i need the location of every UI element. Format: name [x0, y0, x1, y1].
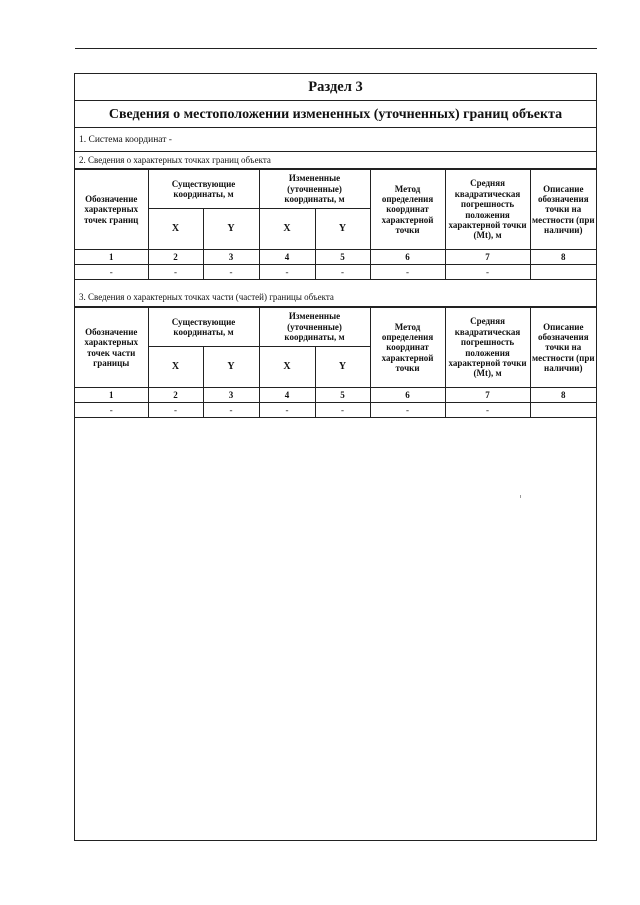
- header-method: Метод определения координат характерной точки: [370, 308, 445, 388]
- column-number: 5: [315, 250, 370, 265]
- column-number: 8: [530, 250, 596, 265]
- part3-heading: 3. Сведения о характерных точках части (частей) границы объекта: [75, 288, 596, 307]
- section-frame: [74, 73, 597, 841]
- table-row: [75, 403, 596, 418]
- column-number: 1: [75, 250, 148, 265]
- header-point-designation: Обозначение характерных точек части границы: [75, 308, 148, 388]
- header-changed-y: Y: [315, 209, 370, 250]
- table-cell: -: [370, 265, 445, 280]
- header-existing-x: X: [148, 209, 203, 250]
- column-number: 3: [203, 250, 259, 265]
- column-number: 7: [445, 250, 530, 265]
- boundary-points-table: [75, 169, 596, 280]
- column-number: 6: [370, 250, 445, 265]
- header-existing-y: Y: [203, 209, 259, 250]
- table-cell: -: [370, 403, 445, 418]
- table-cell: [530, 403, 596, 418]
- header-mean-error: Средняя квадратическая погрешность положения характерной точки (Mt), м: [445, 308, 530, 388]
- table-cell: -: [75, 265, 148, 280]
- table-cell: -: [259, 403, 315, 418]
- table-cell: -: [148, 403, 203, 418]
- header-mean-error: Средняя квадратическая погрешность положения характерной точки (Mt), м: [445, 170, 530, 250]
- header-changed-y: Y: [315, 347, 370, 388]
- column-number: 2: [148, 250, 203, 265]
- part2-heading: 2. Сведения о характерных точках границ объекта: [75, 152, 596, 169]
- column-number: 4: [259, 250, 315, 265]
- table-cell: -: [315, 265, 370, 280]
- coord-system-line: 1. Система координат -: [75, 128, 596, 152]
- column-number: 1: [75, 388, 148, 403]
- table-cell: -: [203, 403, 259, 418]
- header-existing-y: Y: [203, 347, 259, 388]
- section-subtitle: Сведения о местоположении измененных (уточненных) границ объекта: [75, 101, 596, 128]
- table-cell: -: [259, 265, 315, 280]
- header-existing-x: X: [148, 347, 203, 388]
- column-number: 3: [203, 388, 259, 403]
- table-cell: -: [203, 265, 259, 280]
- header-description: Описание обозначения точки на местности (при наличии): [530, 170, 596, 250]
- column-number: 8: [530, 388, 596, 403]
- header-changed-coords: Измененные (уточненные) координаты, м: [259, 170, 370, 209]
- table-row: [75, 265, 596, 280]
- table-cell: -: [315, 403, 370, 418]
- header-changed-x: X: [259, 209, 315, 250]
- header-existing-coords: Существующие координаты, м: [148, 308, 259, 347]
- table-cell: -: [148, 265, 203, 280]
- header-rule: [75, 48, 597, 49]
- header-changed-x: X: [259, 347, 315, 388]
- table-cell: [530, 265, 596, 280]
- header-existing-coords: Существующие координаты, м: [148, 170, 259, 209]
- header-description: Описание обозначения точки на местности (при наличии): [530, 308, 596, 388]
- column-number: 4: [259, 388, 315, 403]
- part-boundary-points-table: [75, 307, 596, 418]
- header-method: Метод определения координат характерной точки: [370, 170, 445, 250]
- column-number: 7: [445, 388, 530, 403]
- column-number: 2: [148, 388, 203, 403]
- column-number: 6: [370, 388, 445, 403]
- header-changed-coords: Измененные (уточненные) координаты, м: [259, 308, 370, 347]
- table-cell: -: [445, 403, 530, 418]
- scan-speck: [520, 495, 521, 498]
- column-number-row: [75, 250, 596, 265]
- header-point-designation: Обозначение характерных точек границ: [75, 170, 148, 250]
- column-number-row: [75, 388, 596, 403]
- table-cell: -: [75, 403, 148, 418]
- table-cell: -: [445, 265, 530, 280]
- column-number: 5: [315, 388, 370, 403]
- section-title: Раздел 3: [75, 74, 596, 101]
